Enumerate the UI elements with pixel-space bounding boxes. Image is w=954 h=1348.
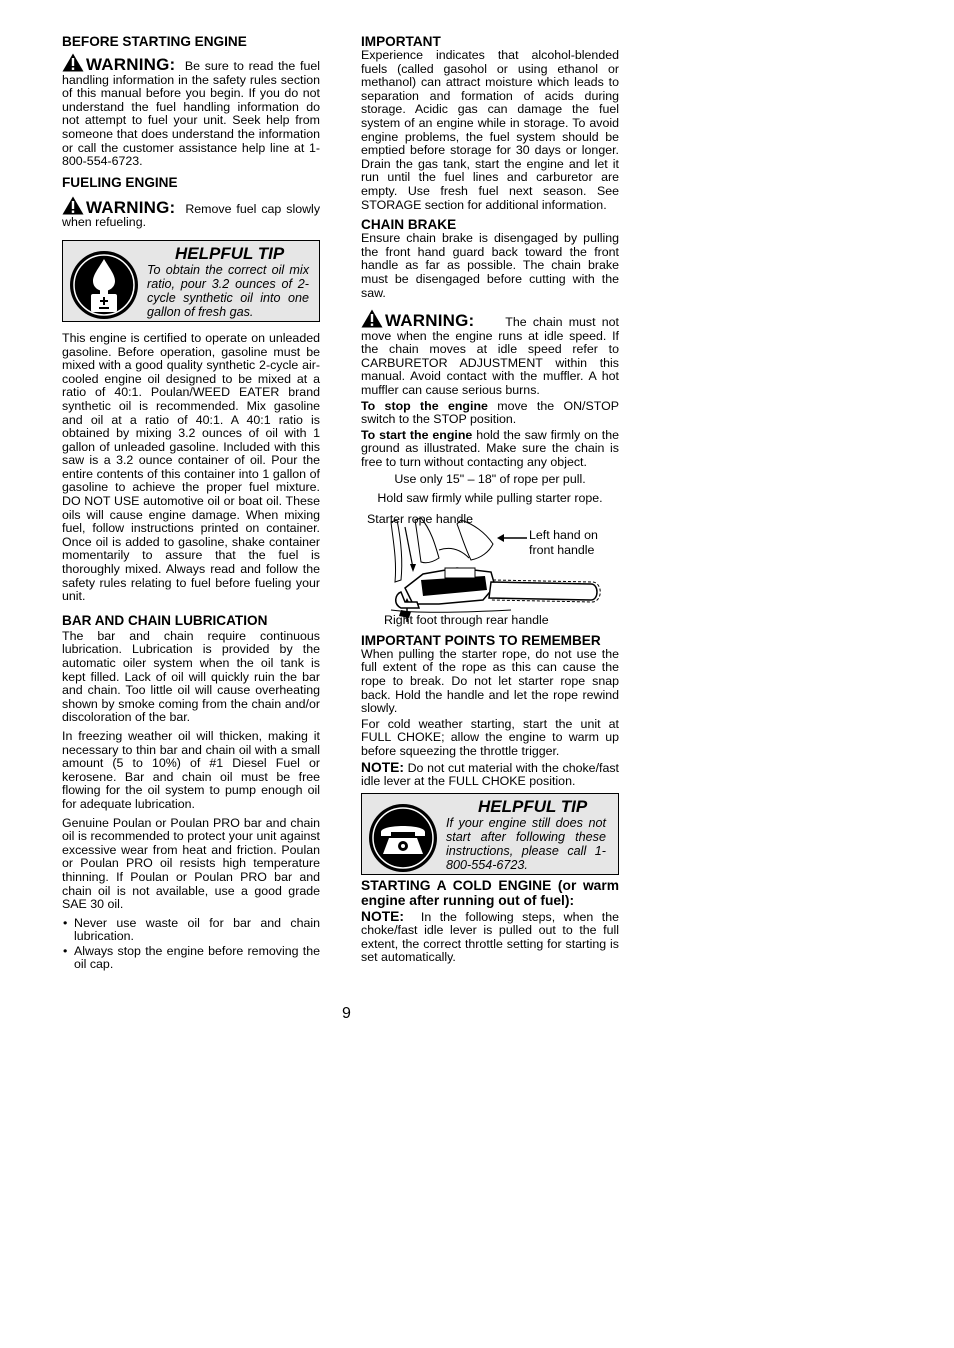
note-text: Do not cut material with the choke/fast idle lever at the FULL CHOKE position. [361, 760, 619, 789]
before-starting-heading: BEFORE STARTING ENGINE [62, 34, 247, 49]
warning-triangle-icon [361, 309, 383, 328]
list-item: • Never use waste oil for bar and chain lubrication. [62, 917, 320, 944]
chainsaw-start-figure [361, 510, 619, 628]
fueling-heading: FUELING ENGINE [62, 174, 178, 190]
rope-length-note: Use only 15" – 18" of rope per pull. [394, 471, 586, 486]
start-engine-label: To start the engine [361, 427, 473, 442]
page-number: 9 [342, 1005, 351, 1022]
lubrication-paragraph-1: The bar and chain require continuous lubrication. Lubrication is provided by the automatic oiler system when the oil tank is kept filled. Lack of oil will quickly ruin the bar and chain. Too little oil will cause overheating shown by smoke coming from the chain and/or discoloration of the bar. [62, 628, 320, 725]
starting-illustration [361, 510, 619, 628]
telephone-icon [367, 802, 439, 874]
note-label: NOTE: [361, 908, 404, 924]
helpful-tip-title: HELPFUL TIP [175, 243, 285, 263]
chain-brake-text: Ensure chain brake is disengaged by pulling the front hand guard back toward the front handle as far as possible. The chain brake must be disengaged before cutting with the saw. [361, 231, 619, 300]
important-text: Experience indicates that alcohol-blended fuels (called gasohol or using ethanol or methanol) can attract moisture which leads to separation and formation of acids during storage. Acidic gas can damage the fuel system of an engine while in storage. To avoid engine problems, the fuel system should be emptied before storage for 30 days or longer. Drain the gas tank, start the engine and let it run until the fuel lines and carburetor are empty. Use fresh fuel next season. See STORAGE section for additional information. [361, 48, 619, 212]
stop-engine-label: To stop the engine [361, 398, 488, 413]
choke-note [361, 761, 619, 789]
stop-engine-text: move the ON/STOP switch to the STOP position. [361, 398, 619, 427]
points-paragraph-1: When pulling the starter rope, do not use the full extent of the rope as this can cause the rope to break. Do not let starter rope snap back. Hold the handle and let the rope rewind slowly. [361, 646, 619, 716]
cold-start-note [361, 910, 619, 965]
warning-label: WARNING: [86, 55, 176, 74]
points-paragraph-2: For cold weather starting, start the unit at FULL CHOKE; allow the engine to warm up before squeezing the throttle trigger. [361, 716, 619, 758]
warning-text: The chain must not move when the engine runs at idle speed. If the chain moves at idle speed refer to CARBURETOR ADJUSTMENT within this manual. Avoid contact with the muffler. A hot muffler can cause serious burns. [361, 315, 619, 398]
note-label: NOTE: [361, 759, 404, 775]
right-column [361, 34, 619, 970]
warning-label: WARNING: [385, 311, 475, 331]
warning-refueling [62, 196, 320, 230]
start-engine-instructions [361, 429, 619, 470]
note-text: In the following steps, when the choke/fast idle lever is pulled out to the full extent, the correct throttle setting for starting is set automatically. [361, 909, 620, 965]
stop-engine-instructions [361, 400, 619, 427]
fuel-instructions: This engine is certified to operate on unleaded gasoline. Before operation, gasoline must be mixed with a good quality synthetic 2-cycle air-cooled engine oil designed to be mixed at a ratio of 40:1. Poulan/WEED EATER brand synthetic oil is recommended. Mix gasoline and oil at a ratio of 40:1. A 40:1 ratio is obtained by mixing 3.2 ounces of oil with 1 gallon of unleaded gasoline. Included with this saw is a 3.2 ounce container of oil. Pour the entire contents of this container into 1 gallon of gasoline to achieve the proper fuel mixture. DO NOT USE automotive oil or boat oil. These oils will cause engine damage. When mixing fuel, follow instructions printed on container. Once oil is added to gasoline, shake container momentarily to assure that the fuel is thoroughly mixed. Always read and follow the safety rules relating to fuel before fueling your unit. [62, 330, 320, 604]
start-engine-text: hold the saw firmly on the ground as illustrated. Make sure the chain is free to turn without contacting any object. [361, 427, 619, 470]
starter-rope-label: Starter rope handle [367, 511, 474, 526]
helpful-tip-title: HELPFUL TIP [478, 796, 588, 816]
chain-brake-heading: CHAIN BRAKE [361, 217, 457, 233]
right-foot-label: Right foot through rear handle [384, 612, 549, 627]
list-item: • Always stop the engine before removing the oil cap. [62, 945, 320, 972]
cold-start-heading: STARTING A COLD ENGINE (or warm engine after running out of fuel): [361, 877, 619, 909]
hold-saw-note: Hold saw firmly while pulling starter rope. [377, 491, 603, 506]
important-heading: IMPORTANT [361, 34, 441, 49]
fuel-mix-icon [68, 249, 140, 321]
helpful-tip-call [361, 793, 619, 875]
warning-text: Be sure to read the fuel handling information in the safety rules section of this manual before you begin. If you do not understand the fuel handling information do not attempt to fuel your unit. Seek help from someone that does understand the information or call the customer assistance help line at 1-800-554-6723. [62, 59, 320, 169]
lubrication-paragraph-2: In freezing weather oil will thicken, making it necessary to thin bar and chain oil with a small amount (5 to 10%) of #1 Diesel Fuel or kerosene. Bar and chain oil must be free flowing for the oil system to pump enough oil for adequate lubrication. [62, 728, 320, 811]
left-column [62, 34, 320, 973]
helpful-tip-text: If your engine still does not start after following these instructions, please call 1-800-554-6723. [446, 815, 606, 872]
warning-label: WARNING: [86, 197, 176, 217]
helpful-tip-oil-mix [62, 240, 320, 322]
left-hand-label: Left hand on front handle [529, 527, 598, 557]
lubrication-paragraph-3: Genuine Poulan or Poulan PRO bar and chain oil is recommended to protect your unit against excessive wear from heat and friction. Poulan or Poulan PRO oil resists high temperature thinning. If Poulan or Poulan PRO bar and chain oil is not available, use a good grade SAE 30 oil. [62, 815, 320, 912]
lubrication-heading: BAR AND CHAIN LUBRICATION [62, 612, 268, 628]
lubrication-bullets [62, 917, 320, 972]
warning-triangle-icon [62, 53, 84, 72]
warning-fuel-handling [62, 53, 320, 169]
warning-text: Remove fuel cap slowly when refueling. [62, 201, 321, 230]
warning-chain-idle [361, 309, 619, 398]
warning-triangle-icon [62, 196, 84, 215]
important-points-heading: IMPORTANT POINTS TO REMEMBER [361, 632, 601, 648]
helpful-tip-text: To obtain the correct oil mix ratio, pour 3.2 ounces of 2-cycle synthetic oil into one gallon of fresh gas. [147, 262, 309, 319]
